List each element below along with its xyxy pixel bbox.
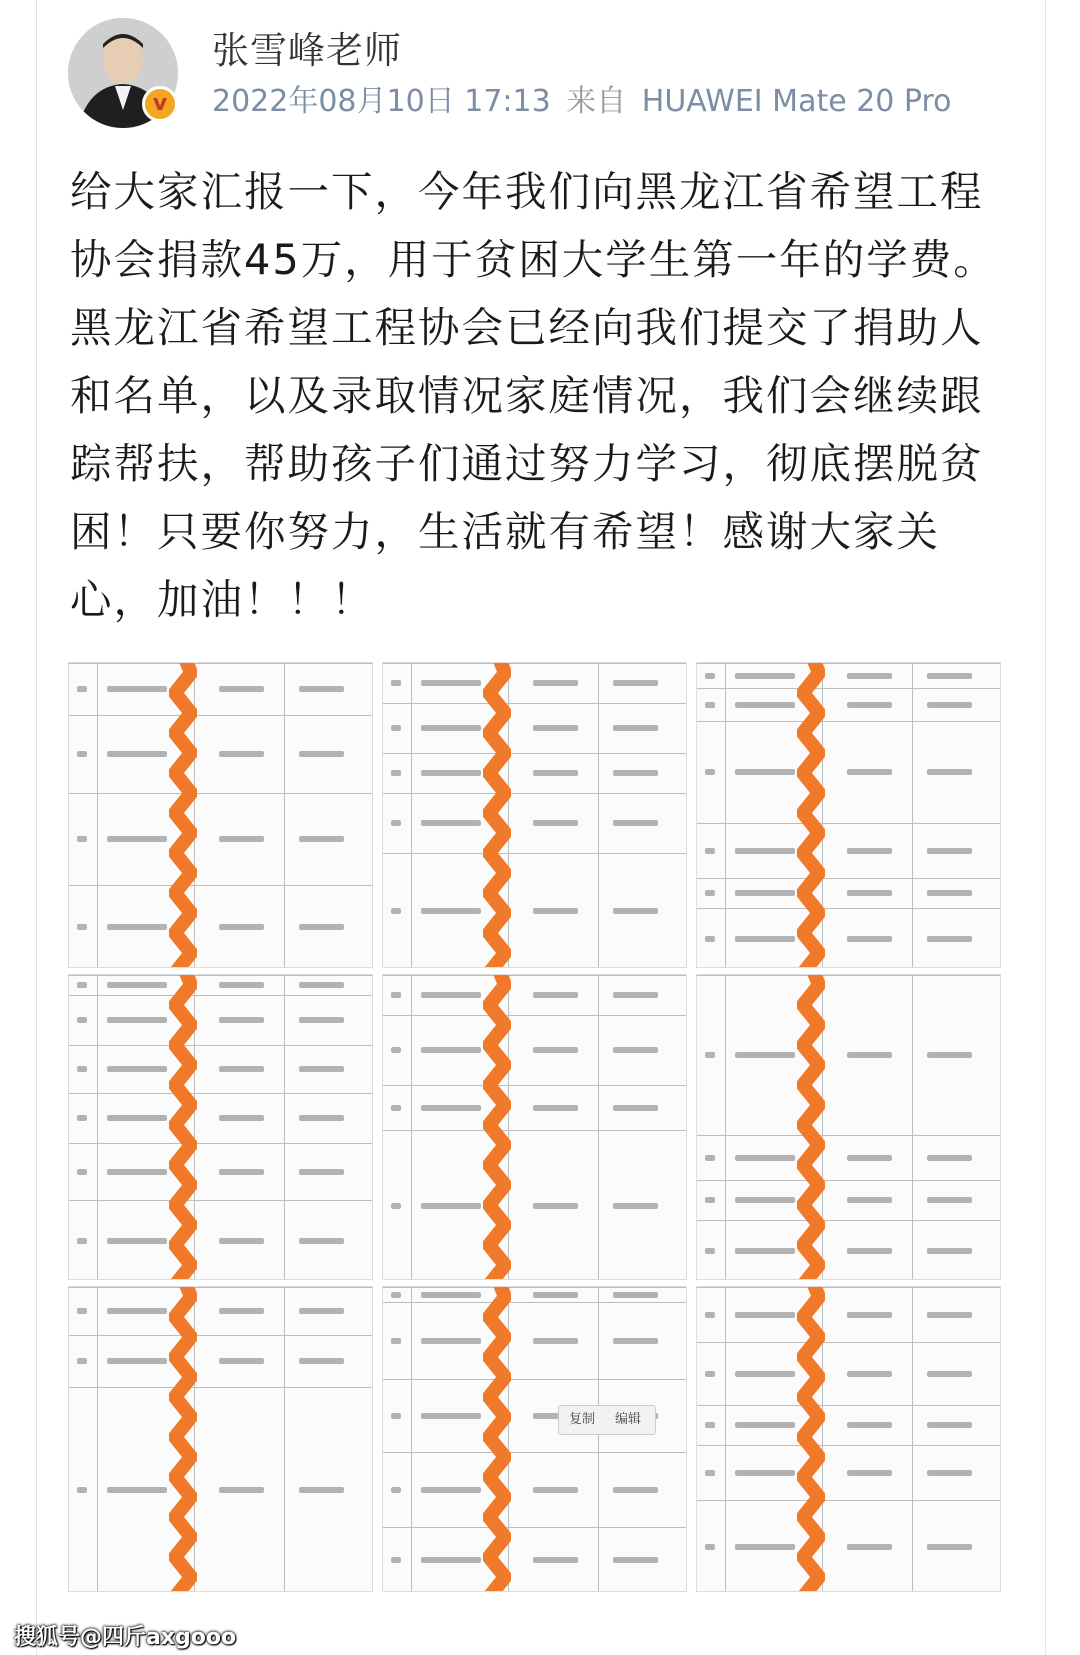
blurred-cell-text — [613, 770, 658, 776]
blurred-cell-text — [421, 1557, 481, 1563]
table-grid-line — [383, 853, 686, 854]
table-grid-line — [697, 823, 1000, 824]
blurred-cell-text — [927, 848, 972, 854]
blurred-cell-text — [735, 769, 795, 775]
blurred-cell-text — [705, 673, 715, 679]
blurred-cell-text — [299, 1169, 344, 1175]
table-grid-line — [383, 1452, 686, 1453]
edit-menu-item[interactable]: 编辑 — [614, 1412, 641, 1427]
table-grid-line — [697, 975, 1000, 976]
blurred-cell-text — [613, 680, 658, 686]
table-grid-line — [97, 975, 98, 1279]
blurred-cell-text — [927, 1470, 972, 1476]
table-grid-line — [69, 975, 372, 976]
table-grid-line — [598, 1287, 599, 1591]
table-grid-line — [69, 1335, 372, 1336]
blurred-cell-text — [421, 1487, 481, 1493]
blurred-cell-text — [391, 1413, 401, 1419]
blurred-cell-text — [735, 1155, 795, 1161]
blurred-cell-text — [299, 1487, 344, 1493]
blurred-cell-text — [219, 982, 264, 988]
blurred-cell-text — [847, 769, 892, 775]
orange-redaction-scribble — [483, 974, 511, 1280]
redacted-table-image-5[interactable] — [382, 974, 687, 1280]
blurred-cell-text — [77, 686, 87, 692]
blurred-cell-text — [705, 1312, 715, 1318]
blurred-cell-text — [533, 1105, 578, 1111]
table-grid-line — [284, 663, 285, 967]
table-grid-line — [97, 1287, 98, 1591]
blurred-cell-text — [107, 836, 167, 842]
blurred-cell-text — [927, 1248, 972, 1254]
blurred-cell-text — [77, 1308, 87, 1314]
blurred-cell-text — [421, 1105, 481, 1111]
blurred-cell-text — [299, 1358, 344, 1364]
table-grid-line — [411, 1287, 412, 1591]
blurred-cell-text — [735, 702, 795, 708]
blurred-cell-text — [613, 820, 658, 826]
table-grid-line — [383, 1085, 686, 1086]
blurred-cell-text — [77, 1115, 87, 1121]
blurred-cell-text — [705, 1248, 715, 1254]
table-grid-line — [725, 663, 726, 967]
blurred-cell-text — [927, 673, 972, 679]
blurred-cell-text — [533, 908, 578, 914]
blurred-cell-text — [219, 1358, 264, 1364]
blurred-cell-text — [735, 1470, 795, 1476]
blurred-cell-text — [735, 1248, 795, 1254]
blurred-cell-text — [107, 1115, 167, 1121]
blurred-cell-text — [847, 1052, 892, 1058]
table-grid-line — [69, 793, 372, 794]
blurred-cell-text — [847, 1422, 892, 1428]
blurred-cell-text — [613, 1047, 658, 1053]
blurred-cell-text — [533, 1292, 578, 1298]
blurred-cell-text — [533, 1203, 578, 1209]
blurred-cell-text — [847, 848, 892, 854]
blurred-cell-text — [391, 770, 401, 776]
blurred-cell-text — [735, 1197, 795, 1203]
orange-redaction-scribble — [483, 1286, 511, 1592]
blurred-cell-text — [391, 1557, 401, 1563]
blurred-cell-text — [847, 936, 892, 942]
blurred-cell-text — [421, 1203, 481, 1209]
blurred-cell-text — [219, 1066, 264, 1072]
blurred-cell-text — [77, 836, 87, 842]
post-body-text: 给大家汇报一下，今年我们向黑龙江省希望工程协会捐款45万，用于贫困大学生第一年的学费。黑龙江省希望工程协会已经向我们提交了捐助人和名单，以及录取情况家庭情况，我们会继续跟踪帮扶，帮助孩子们通过努力学习，彻底摆脱贫困！只要你努力，生活就有希望！感谢大家关心，加油！！！ — [70, 167, 997, 624]
blurred-cell-text — [299, 1115, 344, 1121]
table-grid-line — [69, 1143, 372, 1144]
blurred-cell-text — [219, 751, 264, 757]
blurred-cell-text — [391, 820, 401, 826]
table-grid-line — [383, 1130, 686, 1131]
table-grid-line — [411, 663, 412, 967]
blurred-cell-text — [735, 673, 795, 679]
redacted-table-image-9[interactable] — [696, 1286, 1001, 1592]
blurred-cell-text — [613, 908, 658, 914]
blurred-cell-text — [705, 1155, 715, 1161]
blurred-cell-text — [735, 1544, 795, 1550]
blurred-cell-text — [847, 1312, 892, 1318]
blurred-cell-text — [107, 1169, 167, 1175]
blurred-cell-text — [613, 1292, 658, 1298]
post-meta — [212, 76, 952, 120]
blurred-cell-text — [613, 1203, 658, 1209]
table-grid-line — [598, 663, 599, 967]
blurred-cell-text — [391, 992, 401, 998]
blurred-cell-text — [421, 1338, 481, 1344]
blurred-cell-text — [391, 1203, 401, 1209]
author-name[interactable]: 张雪峰老师 — [212, 29, 402, 72]
blurred-cell-text — [927, 1544, 972, 1550]
blurred-cell-text — [219, 686, 264, 692]
blurred-cell-text — [107, 1308, 167, 1314]
table-grid-line — [725, 1287, 726, 1591]
table-grid-line — [383, 1379, 686, 1380]
blurred-cell-text — [927, 1197, 972, 1203]
blurred-cell-text — [735, 890, 795, 896]
blurred-cell-text — [299, 1066, 344, 1072]
table-grid-line — [383, 703, 686, 704]
blurred-cell-text — [77, 1017, 87, 1023]
table-grid-line — [697, 1287, 1000, 1288]
table-grid-line — [69, 1045, 372, 1046]
blurred-cell-text — [391, 725, 401, 731]
blurred-cell-text — [705, 1052, 715, 1058]
blurred-cell-text — [299, 1308, 344, 1314]
blurred-cell-text — [533, 1047, 578, 1053]
blurred-cell-text — [927, 1312, 972, 1318]
blurred-cell-text — [219, 1238, 264, 1244]
table-grid-line — [912, 975, 913, 1279]
redacted-table-image-4[interactable] — [68, 974, 373, 1280]
blurred-cell-text — [421, 1292, 481, 1298]
blurred-cell-text — [533, 1338, 578, 1344]
table-grid-line — [411, 975, 412, 1279]
blurred-cell-text — [735, 1422, 795, 1428]
blurred-cell-text — [421, 908, 481, 914]
blurred-cell-text — [613, 1105, 658, 1111]
blurred-cell-text — [219, 1017, 264, 1023]
blurred-cell-text — [299, 686, 344, 692]
blurred-cell-text — [77, 751, 87, 757]
table-grid-line — [697, 1220, 1000, 1221]
table-grid-line — [383, 1302, 686, 1303]
blurred-cell-text — [421, 680, 481, 686]
blurred-cell-text — [421, 1047, 481, 1053]
blurred-cell-text — [107, 1066, 167, 1072]
blurred-cell-text — [533, 1487, 578, 1493]
verified-v-badge-icon: v — [142, 86, 178, 122]
blurred-cell-text — [421, 1413, 481, 1419]
blurred-cell-text — [613, 1338, 658, 1344]
blurred-cell-text — [391, 680, 401, 686]
blurred-cell-text — [705, 1470, 715, 1476]
blurred-cell-text — [847, 1371, 892, 1377]
table-grid-line — [383, 975, 686, 976]
orange-redaction-scribble — [797, 974, 825, 1280]
blurred-cell-text — [299, 751, 344, 757]
table-grid-line — [697, 663, 1000, 664]
table-grid-line — [383, 793, 686, 794]
orange-redaction-scribble — [483, 662, 511, 968]
table-grid-line — [97, 663, 98, 967]
blurred-cell-text — [613, 1557, 658, 1563]
blurred-cell-text — [77, 924, 87, 930]
blurred-cell-text — [299, 1017, 344, 1023]
blurred-cell-text — [533, 725, 578, 731]
redacted-table-image-7[interactable] — [68, 1286, 373, 1592]
blurred-cell-text — [705, 702, 715, 708]
blurred-cell-text — [847, 1155, 892, 1161]
table-grid-line — [697, 1500, 1000, 1501]
blurred-cell-text — [735, 1371, 795, 1377]
table-grid-line — [697, 1445, 1000, 1446]
blurred-cell-text — [299, 924, 344, 930]
table-grid-line — [69, 995, 372, 996]
blurred-cell-text — [391, 1047, 401, 1053]
blurred-cell-text — [533, 1557, 578, 1563]
blurred-cell-text — [219, 1115, 264, 1121]
table-grid-line — [912, 1287, 913, 1591]
blurred-cell-text — [735, 936, 795, 942]
redacted-table-image-1[interactable] — [68, 662, 373, 968]
orange-redaction-scribble — [169, 662, 197, 968]
blurred-cell-text — [107, 1487, 167, 1493]
blurred-cell-text — [391, 1105, 401, 1111]
context-popup — [558, 1405, 656, 1435]
blurred-cell-text — [735, 848, 795, 854]
blurred-cell-text — [219, 924, 264, 930]
blurred-cell-text — [847, 702, 892, 708]
redacted-table-image-6[interactable] — [696, 974, 1001, 1280]
blurred-cell-text — [927, 702, 972, 708]
blurred-cell-text — [77, 982, 87, 988]
blurred-cell-text — [107, 686, 167, 692]
blurred-cell-text — [847, 673, 892, 679]
table-grid-line — [697, 688, 1000, 689]
table-grid-line — [697, 1405, 1000, 1406]
blurred-cell-text — [847, 890, 892, 896]
blurred-cell-text — [533, 820, 578, 826]
blurred-cell-text — [927, 1052, 972, 1058]
blurred-cell-text — [613, 1487, 658, 1493]
blurred-cell-text — [391, 1487, 401, 1493]
blurred-cell-text — [107, 751, 167, 757]
blurred-cell-text — [927, 1371, 972, 1377]
blurred-cell-text — [421, 992, 481, 998]
table-grid-line — [69, 715, 372, 716]
blurred-cell-text — [219, 1487, 264, 1493]
post-device[interactable]: HUAWEI Mate 20 Pro — [641, 84, 952, 119]
blurred-cell-text — [847, 1248, 892, 1254]
blurred-cell-text — [927, 1422, 972, 1428]
blurred-cell-text — [299, 1238, 344, 1244]
blurred-cell-text — [77, 1238, 87, 1244]
blurred-cell-text — [927, 936, 972, 942]
blurred-cell-text — [927, 890, 972, 896]
table-grid-line — [383, 1527, 686, 1528]
blurred-cell-text — [705, 848, 715, 854]
table-grid-line — [69, 1387, 372, 1388]
table-grid-line — [69, 663, 372, 664]
blurred-cell-text — [421, 725, 481, 731]
blurred-cell-text — [107, 1238, 167, 1244]
blurred-cell-text — [299, 836, 344, 842]
blurred-cell-text — [219, 1169, 264, 1175]
blurred-cell-text — [705, 1197, 715, 1203]
image-grid — [68, 662, 1014, 1622]
blurred-cell-text — [735, 1312, 795, 1318]
table-grid-line — [912, 663, 913, 967]
table-grid-line — [697, 1180, 1000, 1181]
blurred-cell-text — [705, 890, 715, 896]
table-grid-line — [69, 1093, 372, 1094]
redacted-table-image-2[interactable] — [382, 662, 687, 968]
table-grid-line — [383, 1287, 686, 1288]
table-grid-line — [69, 1200, 372, 1201]
blurred-cell-text — [421, 820, 481, 826]
blurred-cell-text — [847, 1470, 892, 1476]
copy-menu-item[interactable]: 复制 — [568, 1412, 595, 1427]
blurred-cell-text — [705, 769, 715, 775]
blurred-cell-text — [927, 769, 972, 775]
table-grid-line — [697, 1342, 1000, 1343]
blurred-cell-text — [847, 1197, 892, 1203]
blurred-cell-text — [927, 1155, 972, 1161]
blurred-cell-text — [705, 1422, 715, 1428]
table-grid-line — [697, 908, 1000, 909]
blurred-cell-text — [705, 1371, 715, 1377]
table-grid-line — [284, 975, 285, 1279]
table-grid-line — [697, 721, 1000, 722]
post-timestamp: 2022年08月10日 17:13 — [212, 84, 551, 119]
blurred-cell-text — [705, 936, 715, 942]
orange-redaction-scribble — [797, 662, 825, 968]
table-grid-line — [697, 878, 1000, 879]
source-prefix: 来自 — [566, 84, 627, 119]
table-grid-line — [383, 1015, 686, 1016]
table-grid-line — [69, 885, 372, 886]
blurred-cell-text — [77, 1358, 87, 1364]
blurred-cell-text — [219, 1308, 264, 1314]
blurred-cell-text — [77, 1169, 87, 1175]
blurred-cell-text — [705, 1544, 715, 1550]
blurred-cell-text — [107, 924, 167, 930]
blurred-cell-text — [77, 1066, 87, 1072]
orange-redaction-scribble — [169, 974, 197, 1280]
table-grid-line — [69, 1287, 372, 1288]
blurred-cell-text — [391, 1338, 401, 1344]
blurred-cell-text — [299, 982, 344, 988]
blurred-cell-text — [107, 1358, 167, 1364]
redacted-table-image-8[interactable] — [382, 1286, 687, 1592]
table-grid-line — [383, 663, 686, 664]
sohu-watermark: 搜狐号@四斤axgooo — [14, 1625, 237, 1650]
blurred-cell-text — [107, 982, 167, 988]
blurred-cell-text — [533, 992, 578, 998]
blurred-cell-text — [847, 1544, 892, 1550]
blurred-cell-text — [391, 1292, 401, 1298]
orange-redaction-scribble — [169, 1286, 197, 1592]
blurred-cell-text — [77, 1487, 87, 1493]
blurred-cell-text — [421, 770, 481, 776]
blurred-cell-text — [613, 725, 658, 731]
blurred-cell-text — [533, 680, 578, 686]
redacted-table-image-3[interactable] — [696, 662, 1001, 968]
table-grid-line — [725, 975, 726, 1279]
table-grid-line — [284, 1287, 285, 1591]
orange-redaction-scribble — [797, 1286, 825, 1592]
blurred-cell-text — [533, 770, 578, 776]
blurred-cell-text — [613, 992, 658, 998]
table-grid-line — [598, 975, 599, 1279]
table-grid-line — [383, 753, 686, 754]
blurred-cell-text — [391, 908, 401, 914]
blurred-cell-text — [107, 1017, 167, 1023]
blurred-cell-text — [219, 836, 264, 842]
table-grid-line — [697, 1135, 1000, 1136]
blurred-cell-text — [735, 1052, 795, 1058]
